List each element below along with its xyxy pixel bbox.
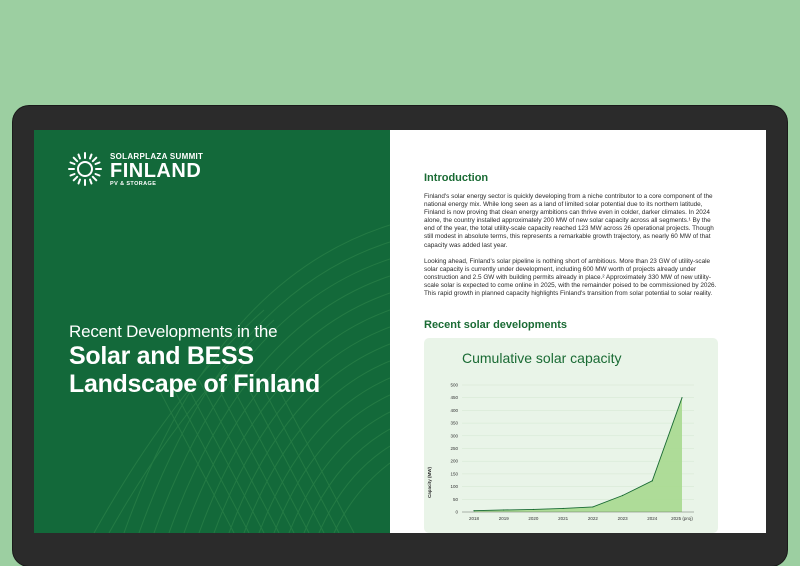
- y-tick-label: 250: [450, 446, 458, 451]
- chart-y-axis-label: Capacity (MW): [427, 466, 432, 498]
- intro-paragraph-1: Finland's solar energy sector is quickly developing from a niche contributor to a core component of the national energy mix. While long seen as a land of limited solar potential due to its northern latitude, Finland is now proving that clean energy ambitions can thrive even in colder, darker climates. In 2024 alone, the country installed approximately 200 MW of new solar capacity across all segments.¹ By the end of the year, the total utility-scale capacity reached 123 MW across 26 operational projects. Though still modest in absolute terms, this represents a remarkable growth trajectory, as nearly 60 MW of that capacity was added last year.: [424, 193, 714, 249]
- chart-title: Cumulative solar capacity: [462, 350, 622, 366]
- data-point: [681, 397, 682, 398]
- capacity-chart: [424, 338, 718, 533]
- x-tick-label: 2019: [498, 516, 509, 521]
- y-tick-label: 0: [455, 509, 458, 515]
- cover-subtitle: Recent Developments in the: [69, 322, 278, 341]
- y-tick-label: 50: [452, 496, 458, 502]
- cover-title-line-1: Solar and BESS: [69, 342, 254, 370]
- y-tick-label: 150: [450, 471, 458, 477]
- y-tick-label: 350: [450, 420, 458, 426]
- section-heading: Recent solar developments: [424, 319, 568, 331]
- sun-logo-icon: [68, 152, 102, 186]
- y-tick-label: 200: [450, 458, 458, 464]
- chart-plot: [424, 338, 718, 533]
- x-tick-label: 2023: [617, 516, 628, 521]
- y-tick-label: 450: [450, 395, 458, 401]
- x-tick-label: 2022: [587, 516, 598, 521]
- logo-country: FINLAND: [110, 160, 202, 182]
- y-tick-label: 100: [450, 484, 458, 490]
- x-tick-label: 2021: [558, 516, 569, 521]
- cover-title: [69, 342, 320, 398]
- area-fill: [474, 398, 682, 512]
- intro-heading: Introduction: [424, 172, 489, 184]
- logo-tagline: PV & STORAGE: [110, 181, 157, 187]
- data-point: [503, 509, 504, 510]
- y-tick-label: 400: [450, 407, 458, 413]
- cover-title-line-2: Landscape of Finland: [69, 370, 320, 398]
- data-point: [622, 495, 623, 496]
- data-point: [533, 509, 534, 510]
- cover-page: [34, 130, 390, 533]
- document-screen: [34, 130, 766, 533]
- y-tick-label: 500: [450, 382, 458, 388]
- intro-paragraph-2: Looking ahead, Finland's solar pipeline is nothing short of ambitious. More than 23 GW of utility-scale solar capacity is currently under development, including 600 MW worth of projects already under construction and 2.5 GW with building permits already in place.² Approximately 330 MW of new utility-scale solar is expected to come online in 2025, with the remainder poised to be commissioned by 2026. This rapid growth in planned capacity highlights Finland's transition from solar potential to solar reality.: [424, 258, 717, 298]
- data-point: [473, 510, 474, 511]
- data-point: [592, 506, 593, 507]
- logo-brand: SOLARPLAZA SUMMIT: [110, 152, 204, 161]
- summit-logo: [68, 152, 203, 188]
- article-page: [390, 130, 766, 533]
- x-tick-label: 2025 (proj): [671, 516, 693, 521]
- data-point: [652, 480, 653, 481]
- x-tick-label: 2018: [468, 516, 480, 521]
- x-tick-label: 2024: [647, 516, 658, 521]
- x-tick-label: 2020: [528, 516, 539, 521]
- y-tick-label: 300: [450, 433, 458, 439]
- data-point: [563, 508, 564, 509]
